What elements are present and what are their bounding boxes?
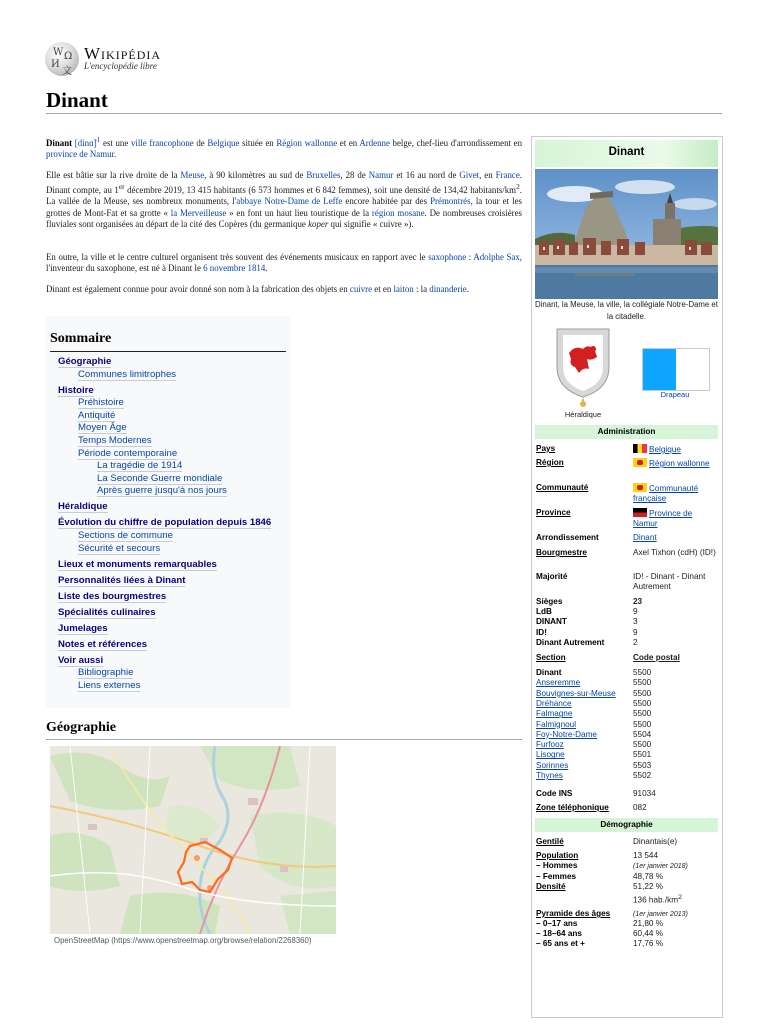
value-gentile: Dinantais(e) [633, 837, 678, 846]
toc-item[interactable]: Voir aussi [58, 654, 104, 666]
value-dinant-autrement: 2 [633, 638, 638, 647]
toc-item[interactable]: Antiquité [78, 409, 116, 421]
map-image [50, 746, 336, 934]
section-postal-code: 5502 [633, 771, 652, 780]
section-postal-code: 5504 [633, 729, 652, 739]
link-6-novembre[interactable]: 6 novembre [203, 263, 246, 274]
value-bourgmestre: Axel Tixhon (cdH) (ID!) [633, 548, 716, 557]
section-name[interactable]: Furfooz [536, 740, 564, 750]
flag-white-stripe [676, 349, 709, 390]
toc-item[interactable]: Jumelages [58, 622, 108, 634]
label-population[interactable]: Population [536, 851, 579, 860]
label-femmes: – Femmes [536, 872, 577, 881]
label-age-65: – 65 ans et + [536, 939, 585, 948]
link-belgique[interactable]: Belgique [207, 137, 240, 148]
link-ardenne[interactable]: Ardenne [359, 137, 390, 148]
flag-blue-stripe [643, 349, 676, 390]
section-name[interactable]: Lisogne [536, 750, 565, 760]
label-hommes: – Hommes [536, 861, 578, 870]
french-community-flag-icon [633, 483, 647, 492]
value-age-18-64: 60,44 % [633, 929, 664, 938]
toc-item[interactable]: Temps Modernes [78, 435, 152, 446]
toc-item[interactable]: Communes limitrophes [78, 368, 177, 380]
toc-divider [50, 351, 286, 352]
section-postal-code: 5500 [633, 688, 652, 698]
map-caption[interactable]: OpenStreetMap (https://www.openstreetmap.org/browse/relation/2268360) [54, 936, 312, 945]
intro-paragraph-2: Elle est bâtie sur la rive droite de la Meuse, à 90 kilomètres au sud de Bruxelles, 28 de Namur et 16 au nord de Givet, en France. Dinant compte, au 1er décembre 2019, 13 415 habitants (6 573 hommes et 6 842 femmes), soit une densité de 134,42 habitants/$km^2$. La vallée de la Meuse, ses nombreux monuments, l'abbaye Notre-Dame de Leffe encore habitée par des Prémontrés, la tour et les grottes de Mont-Fat et sa grotte « la Merveilleuse » en font un haut lieu touristique de la région mosane. De nombreuses croisières fluviales sont organisées au départ de la cité des Copères (du germanique koper qui signifie « cuivre »). [46, 170, 522, 229]
wikipedia-tagline: L'encyclopédie libre [84, 61, 157, 71]
link-merveilleuse[interactable]: la Merveilleuse [170, 207, 227, 218]
dinant-photo [535, 169, 718, 299]
intro-paragraph-4: Dinant est également connue pour avoir donné son nom à la fabrication des objets en cuivre et en laiton : la dinanderie. [46, 284, 469, 294]
label-age-0-17: – 0–17 ans [536, 919, 578, 928]
toc-item[interactable]: Lieux et monuments remarquables [58, 558, 217, 570]
intro-paragraph-1: Dinant [dinɑ̃]$^1$ est une ville francophone de Belgique située en Région wallonne et en Ardenne belge, chef-lieu d'arrondissement en province de Namur. [46, 135, 523, 160]
value-code-ins: 91034 [633, 789, 656, 798]
value-majorite: ID! - Dinant - Dinant Autrement [633, 572, 706, 592]
label-code-postal: Code postal [633, 653, 680, 662]
footnote-ref[interactable]: 1 [96, 135, 101, 144]
value-hommes: 48,78 % [633, 872, 664, 881]
toc-item[interactable]: Sécurité et secours [78, 542, 161, 554]
section-postal-code: 5500 [633, 698, 652, 708]
label-communaute[interactable]: Communauté [536, 483, 589, 492]
section-postal-code: 5500 [633, 668, 652, 677]
section-name[interactable]: Sorinnes [536, 760, 569, 770]
section-name[interactable]: Bouvignes-sur-Meuse [536, 688, 616, 698]
value-age-0-17: 21,80 % [633, 919, 664, 928]
link-region-mosane[interactable]: région mosane [371, 207, 425, 218]
section-postal-code: 5501 [633, 750, 652, 760]
link-adolphe-sax[interactable]: Adolphe Sax [473, 252, 520, 262]
label-id-party: ID! [536, 628, 547, 637]
wallonia-flag-icon [633, 458, 647, 467]
link-dinanderie[interactable]: dinanderie [429, 284, 467, 294]
label-age-18-64: – 18–64 ans [536, 929, 582, 938]
population-date: (1er janvier 2018) [633, 863, 688, 870]
link-abbaye-leffe[interactable]: abbaye Notre-Dame de Leffe [236, 196, 343, 207]
pronunciation-link[interactable]: [dinɑ̃] [72, 137, 97, 148]
section-name: Dinant [536, 668, 562, 677]
link-namur[interactable]: Namur [368, 170, 394, 180]
toc-item[interactable]: Moyen Âge [78, 422, 127, 434]
link-bruxelles[interactable]: Bruxelles [306, 170, 341, 180]
label-arrondissement: Arrondissement [536, 533, 599, 542]
intro-paragraph-3: En outre, la ville et le centre culturel organisent très souvent des événements musicaux en rapport avec le saxophone : Adolphe Sax, l'inventeur du saxophone, est né à Dinant le 6 novembre 1814. [46, 252, 522, 274]
label-majorite: Majorité [536, 572, 568, 581]
value-zone-telephonique: 082 [633, 803, 647, 812]
link-region-wallonne[interactable]: Région wallonne [276, 137, 338, 148]
photo-caption: Dinant, la Meuse, la ville, la collégiale Notre-Dame et la citadelle. [535, 300, 718, 321]
link-france[interactable]: France [495, 170, 520, 180]
value-ldb: 9 [633, 607, 638, 616]
coat-of-arms[interactable] [553, 327, 613, 409]
osm-map[interactable] [50, 746, 336, 934]
label-pays[interactable]: Pays [536, 444, 556, 453]
section-name[interactable]: Dréhance [536, 698, 572, 708]
value-region: Région wallonne [633, 458, 719, 469]
label-dinant-autrement: Dinant Autrement [536, 638, 605, 647]
drapeau-link[interactable]: Drapeau [660, 390, 690, 399]
toc-item[interactable]: Personnalités liées à Dinant [58, 574, 186, 586]
section-name[interactable]: Falmignoul [536, 719, 577, 729]
value-communaute: Communauté française [633, 484, 699, 504]
label-gentile[interactable]: Gentilé [536, 837, 564, 846]
city-photo[interactable] [535, 169, 718, 299]
toc-item[interactable]: Histoire [58, 384, 94, 396]
section-name[interactable]: Thynes [536, 771, 563, 780]
toc-item[interactable]: Bibliographie [78, 667, 134, 679]
toc-item[interactable]: Spécialités culinaires [58, 606, 156, 618]
section-postal-code: 5500 [633, 719, 652, 729]
pyramide-date: (1er janvier 2013) [633, 911, 688, 918]
label-province[interactable]: Province [536, 508, 571, 517]
label-sieges: Sièges [536, 597, 563, 606]
label-zone-telephonique[interactable]: Zone téléphonique [536, 803, 609, 812]
link-1814[interactable]: 1814 [247, 263, 266, 274]
toc-item[interactable]: Géographie [58, 356, 112, 367]
link-saxophone[interactable]: saxophone [428, 252, 467, 262]
label-densite[interactable]: Densité [536, 882, 566, 891]
toc-item[interactable]: La Seconde Guerre mondiale [97, 472, 223, 484]
title-divider [46, 113, 722, 114]
section-name[interactable]: Anseremme [536, 678, 581, 688]
toc-item[interactable]: La tragédie de 1914 [97, 460, 183, 472]
section-name[interactable]: Foy-Notre-Dame [536, 729, 597, 739]
lead-term: Dinant [46, 137, 73, 148]
toc-title: Sommaire [50, 331, 112, 346]
value-dinant-party: 3 [633, 617, 638, 626]
link-province-namur[interactable]: province de Namur [46, 149, 115, 160]
section-divider [46, 739, 522, 740]
value-arrondissement: Dinant [633, 533, 657, 542]
link-cuivre[interactable]: cuivre [349, 284, 373, 294]
toc-item[interactable]: Liens externes [78, 679, 141, 691]
value-femmes: 51,22 % [633, 882, 664, 891]
label-code-ins: Code INS [536, 789, 573, 798]
infobox-title: Dinant [608, 146, 645, 158]
value-province: Province de Namur [633, 509, 693, 529]
wikipedia-wordmark[interactable]: Wikipédia [84, 44, 162, 63]
value-sieges: 23 [633, 597, 643, 606]
section-name[interactable]: Falmagne [536, 709, 573, 719]
toc-item[interactable]: Notes et références [58, 638, 148, 650]
toc-item[interactable]: Préhistoire [78, 397, 124, 409]
label-region[interactable]: Région [536, 458, 564, 467]
link-premontres[interactable]: Prémontrés [430, 196, 471, 207]
value-id-party: 9 [633, 628, 638, 637]
value-pays: Belgique [633, 444, 719, 455]
label-dinant-party: DINANT [536, 617, 567, 626]
toc-item[interactable]: Période contemporaine [78, 447, 178, 459]
coat-of-arms-icon [553, 327, 613, 409]
page-title: Dinant [46, 88, 108, 112]
toc-item[interactable]: Évolution du chiffre de population depuis 1846 [58, 517, 272, 529]
heraldique-link[interactable]: Héraldique [564, 410, 602, 419]
value-age-65: 17,76 % [633, 939, 664, 948]
toc-item[interactable]: Après guerre jusqu'à nos jours [97, 485, 227, 497]
namur-flag-icon [633, 508, 647, 517]
link-meuse[interactable]: Meuse [180, 170, 205, 180]
section-postal-code: 5503 [633, 760, 652, 770]
link-laiton[interactable]: laiton [393, 284, 414, 294]
toc-item[interactable]: Sections de commune [78, 530, 173, 541]
value-densite: 136 $hab./km^2$ [633, 894, 682, 905]
wikipedia-globe-icon[interactable]: W Ω И 文 [45, 42, 79, 76]
toc-item[interactable]: Liste des bourgmestres [58, 590, 167, 602]
section-postal-code: 5500 [633, 709, 652, 719]
toc-item[interactable]: Héraldique [58, 501, 108, 513]
section-title-geographie: Géographie [46, 720, 116, 735]
city-flag[interactable] [642, 348, 710, 391]
link-ville-francophone[interactable]: ville francophone [130, 137, 194, 148]
link-givet[interactable]: Givet [459, 170, 480, 180]
label-pyramide[interactable]: Pyramide des âges [536, 909, 611, 918]
infobox-section-demographie: Démographie [535, 818, 718, 832]
belgium-flag-icon [633, 444, 647, 453]
label-ldb: LdB [536, 607, 552, 616]
label-bourgmestre[interactable]: Bourgmestre [536, 548, 587, 557]
section-postal-code: 5500 [633, 740, 652, 750]
label-section[interactable]: Section [536, 653, 566, 662]
section-postal-code: 5500 [633, 678, 652, 688]
infobox-section-administration: Administration [535, 425, 718, 439]
value-population: 13 544 [633, 851, 659, 860]
